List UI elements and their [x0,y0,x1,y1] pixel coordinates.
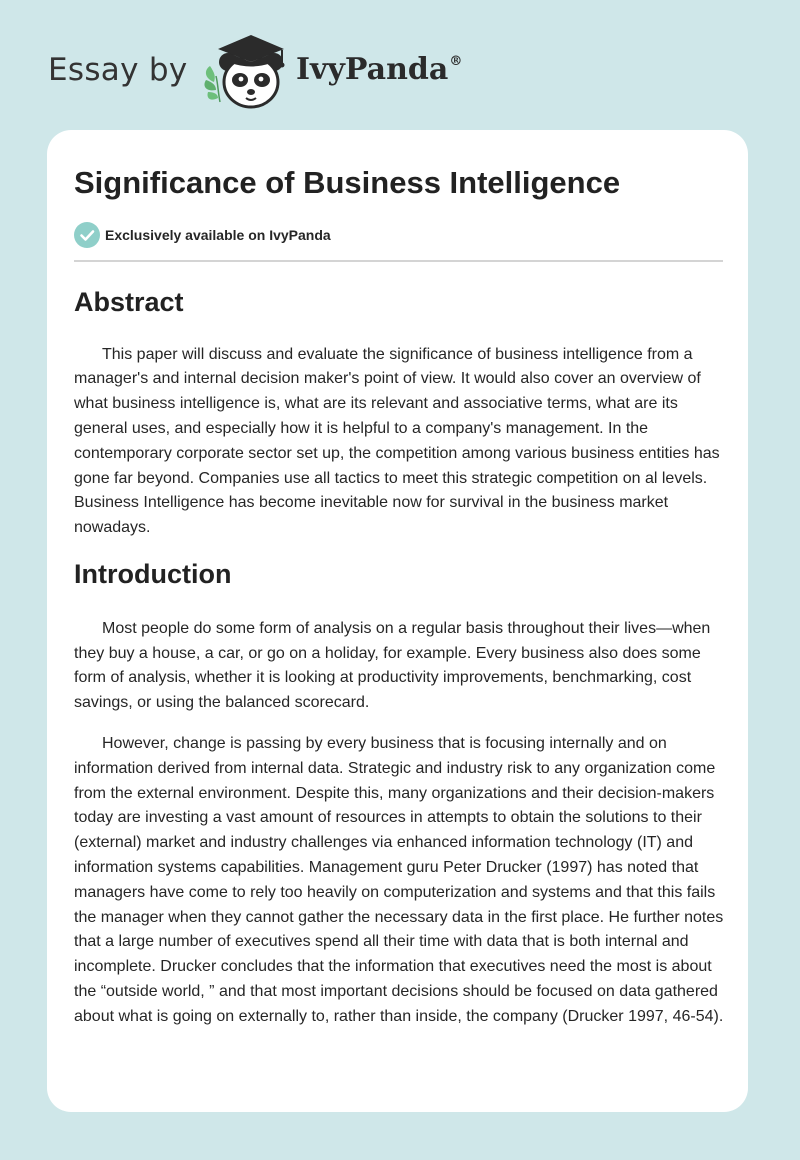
paragraph: Most people do some form of analysis on a regular basis throughout their lives—when they buy a house, a car, or go on a holiday, for example. Every business also does some form of analysis, whether it is looking at productivity improvements, benchmarking, cost savings, or using the balanced scorecard. [74,619,711,712]
section-abstract [74,288,726,541]
exclusive-badge [74,222,331,248]
essay-card [47,130,748,1112]
ivypanda-brand-name[interactable] [296,52,462,87]
title-divider [74,260,723,262]
site-header [48,30,468,110]
brand-name-text: IvyPanda [296,52,449,87]
check-badge-icon [74,222,100,248]
paragraph: However, change is passing by every business that is focusing internally and on information derived from internal data. Strategic and industry risk to any organization come from the external environment. Despite this, many organizations and their decision-makers today are investing a vast amount of resources in attempts to obtain the solutions to their (external) market and industry challenges via enhanced information technology (IT) and information systems capabilities. Management guru Peter Drucker (1997) has noted that managers have come to rely too heavily on computerization and systems and that this fails the manager when they cannot gather the necessary data in the first place. He further notes that a large number of executives spend all their time with data that is both internal and incomplete. Drucker concludes that the information that executives need the most is about the “outside world, ” and that most important decisions should be focused on data gathered about what is going on externally to, rather than inside, the company (Drucker 1997, 46-54). [74,734,724,1025]
section-introduction [74,560,726,1029]
paragraph: This paper will discuss and evaluate the significance of business intelligence from a manager's and internal decision maker's point of view. It would also cover an overview of what business intelligence is, what are its relevant and associative terms, what are its general uses, and especially how it is helpful to a company's management. In the contemporary corporate sector set up, the competition among various business entities has gone far beyond. Companies use all tactics to meet this strategic competition on al levels. Business Intelligence has become inevitable now for survival in the business market nowadays. [74,345,720,537]
section-heading: Introduction [74,559,232,590]
page-title: Significance of Business Intelligence [74,165,621,200]
essay-content [74,276,726,1046]
registered-mark: ® [449,54,463,69]
section-heading: Abstract [74,287,184,317]
panda-graduate-logo-icon[interactable] [200,32,290,110]
essay-by-label: Essay by [48,52,188,88]
exclusive-badge-label: Exclusively available on IvyPanda [105,227,331,243]
